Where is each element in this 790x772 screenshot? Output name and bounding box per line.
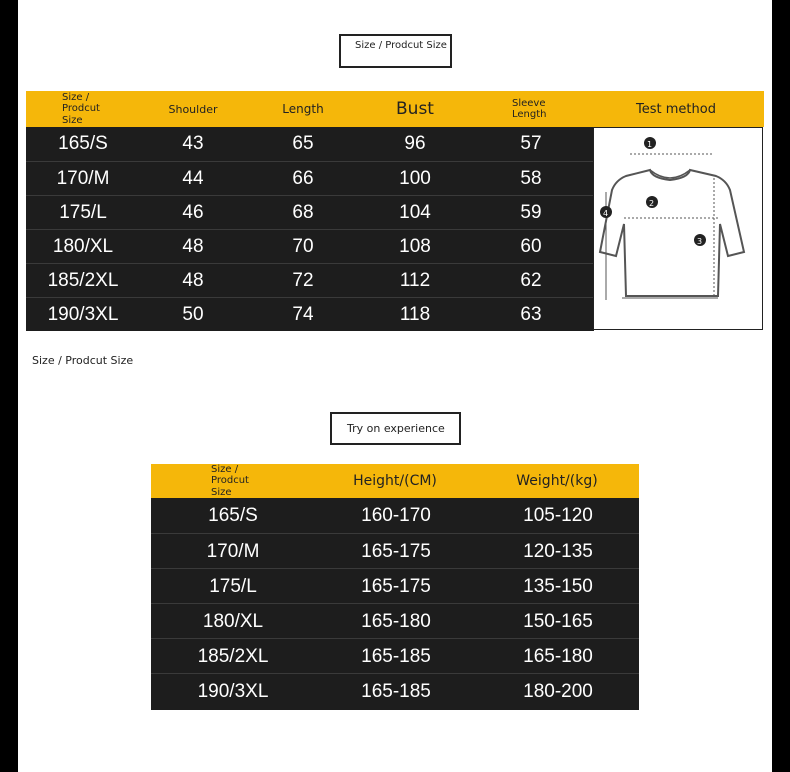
try-cell: 105-120 [523,504,593,526]
size-cell: 65 [292,133,314,154]
try-header-weight: Weight/(kg) [516,473,598,489]
header-size: Size / Prodcut Size [62,91,100,126]
size-cell: 100 [399,168,431,189]
try-row [151,638,639,674]
try-row [151,533,639,569]
size-chart-title: Size / Prodcut Size [339,34,452,68]
header-length: Length [282,102,324,116]
size-cell: 60 [520,236,542,257]
try-cell: 190/3XL [197,680,269,702]
size-cell: 104 [399,202,431,223]
size-row [26,195,594,230]
try-row [151,498,639,533]
size-cell: 59 [520,202,542,223]
size-chart-header [26,91,764,127]
try-row [151,603,639,639]
size-cell: 43 [182,133,204,154]
try-cell: 165-175 [361,540,431,562]
size-cell: 74 [292,304,314,325]
size-row [26,229,594,264]
size-cell: 50 [182,304,204,325]
size-cell: 170/M [56,168,110,189]
right-border [772,0,790,772]
try-cell: 160-170 [361,504,431,526]
svg-text:3: 3 [697,237,703,246]
size-cell: 118 [399,304,431,325]
header-bust: Bust [396,99,434,119]
size-cell: 48 [182,236,204,257]
try-cell: 165-185 [361,680,431,702]
size-cell: 46 [182,202,204,223]
try-cell: 120-135 [523,540,593,562]
svg-text:4: 4 [603,209,609,218]
left-border [0,0,18,772]
size-cell: 48 [182,270,204,291]
try-cell: 165-185 [361,645,431,667]
try-cell: 175/L [209,575,257,597]
try-cell: 185/2XL [197,645,269,667]
try-cell: 165-175 [361,575,431,597]
header-test-method: Test method [636,101,716,117]
size-cell: 190/3XL [47,304,119,325]
size-cell: 72 [292,270,314,291]
size-cell: 96 [404,133,426,154]
try-cell: 135-150 [523,575,593,597]
size-row [26,127,594,161]
try-row [151,568,639,604]
header-shoulder: Shoulder [168,102,218,116]
size-cell: 108 [399,236,431,257]
size-cell: 165/S [58,133,108,154]
try-row [151,673,639,709]
size-row [26,263,594,298]
try-on-body [151,498,639,710]
svg-text:2: 2 [649,199,655,208]
size-row [26,161,594,196]
try-on-table [151,464,639,710]
size-cell: 66 [292,168,314,189]
size-cell: 185/2XL [47,270,119,291]
tshirt-measurement-diagram [593,127,763,330]
size-cell: 62 [520,270,542,291]
size-cell: 112 [399,270,431,291]
size-cell: 58 [520,168,542,189]
size-cell: 175/L [59,202,107,223]
try-cell: 165-180 [523,645,593,667]
try-header-size: Size / Prodcut Size [211,463,249,498]
size-cell: 70 [292,236,314,257]
size-cell: 57 [520,133,542,154]
size-cell: 44 [182,168,204,189]
try-cell: 165/S [208,504,258,526]
size-chart-note: Size / Prodcut Size [32,354,134,367]
size-chart-body [26,127,594,331]
try-cell: 180/XL [202,610,264,632]
try-on-header [151,464,639,498]
try-cell: 170/M [206,540,260,562]
svg-text:1: 1 [647,140,653,149]
size-row [26,297,594,332]
header-sleeve-length: Sleeve Length [512,97,547,120]
try-on-title: Try on experience [330,412,461,445]
try-cell: 180-200 [523,680,593,702]
size-cell: 180/XL [52,236,114,257]
try-cell: 165-180 [361,610,431,632]
size-cell: 68 [292,202,314,223]
try-header-height: Height/(CM) [353,473,437,489]
try-cell: 150-165 [523,610,593,632]
size-cell: 63 [520,304,542,325]
